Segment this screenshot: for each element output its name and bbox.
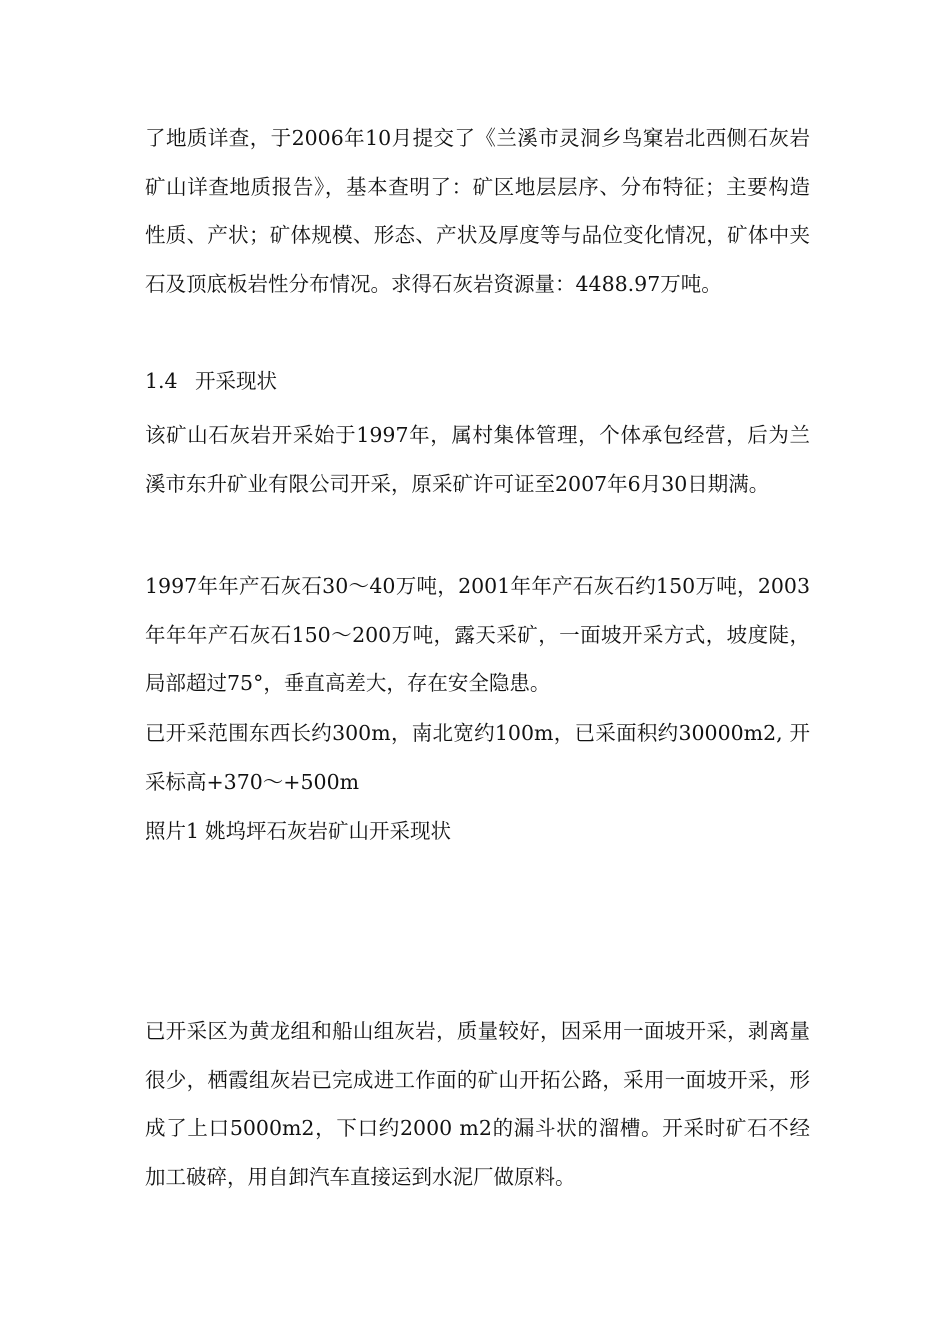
photo-caption (145, 807, 451, 856)
paragraph-geological-survey: 了地质详查，于2006年10月提交了《兰溪市灵洞乡鸟窠岩北西侧石灰岩矿山详查地质报告》，基本查明了：矿区地层层序、分布特征；主要构造性质、产状；矿体规模、形态、产状及厚度等与品位变化情况，矿体中夹石及顶底板岩性分布情况。求得石灰岩资源量：4488.97万吨。 (145, 126, 810, 296)
section-number: 1.4 (145, 369, 178, 393)
photo-number: 照片1 (145, 819, 200, 843)
section-heading (145, 357, 277, 406)
photo-caption-text: 姚坞坪石灰岩矿山开采现状 (205, 819, 451, 843)
paragraph-mining-method: 已开采区为黄龙组和船山组灰岩，质量较好，因采用一面坡开采，剥离量很少，栖霞组灰岩已完成进工作面的矿山开拓公路，采用一面坡开采，形成了上口5000m2，下口约2000 m2的漏斗状的溜槽。开采时矿石不经加工破碎，用自卸汽车直接运到水泥厂做原料。 (145, 1019, 810, 1189)
paragraph-mining-extent: 已开采范围东西长约300m，南北宽约100m，已采面积约30000m2, 开采标高+370～+500m (145, 721, 810, 794)
paragraph-mining-history: 该矿山石灰岩开采始于1997年，属村集体管理，个体承包经营，后为兰溪市东升矿业有限公司开采，原采矿许可证至2007年6月30日期满。 (145, 423, 810, 496)
paragraph-annual-output: 1997年年产石灰石30～40万吨，2001年年产石灰石约150万吨，2003年年年产石灰石150～200万吨，露天采矿，一面坡开采方式，坡度陡，局部超过75°，垂直高差大，存在安全隐患。 (145, 574, 810, 695)
section-title: 开采现状 (195, 369, 277, 393)
